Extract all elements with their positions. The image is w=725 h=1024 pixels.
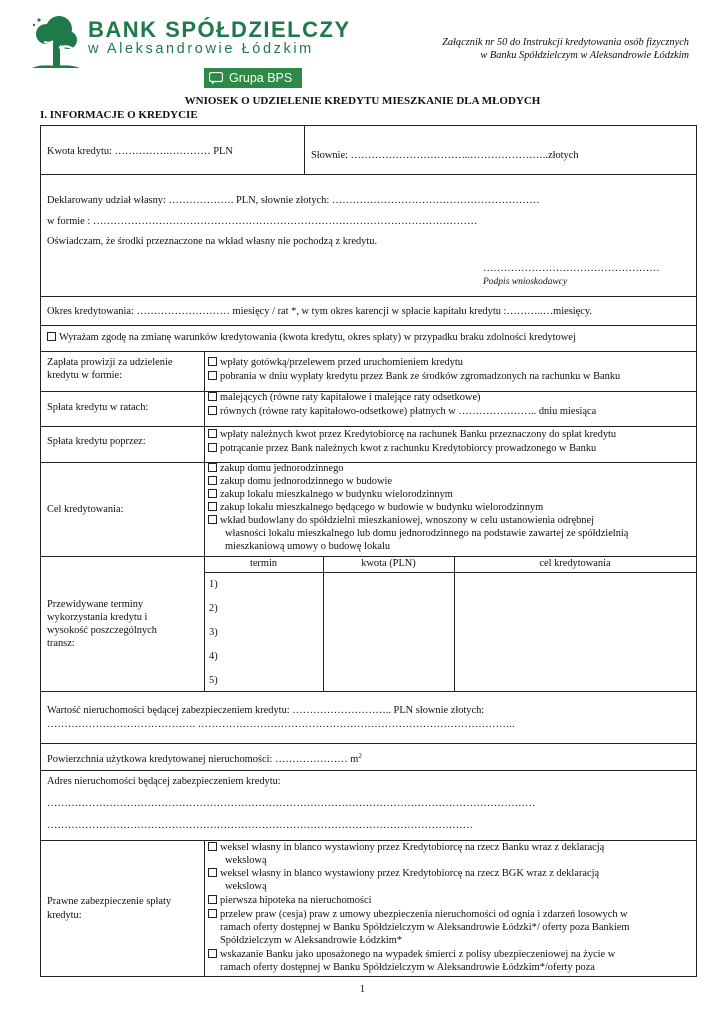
purpose-option-2 — [208, 476, 392, 489]
property-address-line-1[interactable]: …………………………………………………………………………………………………………………………… — [47, 798, 536, 809]
collateral-option-5-line-2: ramach oferty dostępnej w Banku Spółdzielczym w Aleksandrowie Łódzkim*/oferty poza — [220, 962, 595, 973]
purpose-option-5-label: wkład budowlany do spółdzielni mieszkaniowej, wnoszony w celu ustanowienia odrębnej — [220, 515, 594, 526]
property-value-field[interactable]: Wartość nieruchomości będącej zabezpieczeniem kredytu: ……………………….. PLN słownie złotych: — [47, 705, 485, 716]
signature-label: Podpis wnioskodawcy — [483, 277, 568, 287]
tranche-row[interactable]: 2) — [209, 603, 218, 614]
section-heading: I. INFORMACJE O KREDYCIE — [40, 109, 198, 121]
collateral-life-insurance-checkbox[interactable] — [208, 949, 217, 958]
tranche-row[interactable]: 4) — [209, 651, 218, 662]
property-value-words-field[interactable]: ……………………………………. ……………………………………………………………………………….. — [47, 719, 515, 730]
purpose-cooperative-checkbox[interactable] — [208, 515, 217, 524]
speech-bubble-icon — [209, 72, 223, 85]
repayment-option-2-label: potrącanie przez Bank należnych kwot z rachunku Kredytobiorcy prowadzonego w Banku — [220, 443, 597, 454]
group-badge-label: Grupa BPS — [229, 71, 293, 85]
tranches-col-date: termin — [249, 558, 278, 569]
commission-cash-checkbox[interactable] — [208, 357, 217, 366]
commission-label-1: Zapłata prowizji za udzielenie — [47, 357, 173, 368]
collateral-option-1 — [208, 842, 604, 855]
commission-option-2 — [208, 371, 620, 384]
annex-note — [442, 36, 689, 62]
purpose-label: Cel kredytowania: — [47, 504, 124, 515]
repayment-option-2 — [208, 443, 596, 456]
collateral-bank-bill-checkbox[interactable] — [208, 842, 217, 851]
tranche-row[interactable]: 5) — [209, 675, 218, 686]
collateral-label-1: Prawne zabezpieczenie spłaty — [47, 896, 172, 907]
collateral-option-2 — [208, 868, 599, 881]
property-address-label: Adres nieruchomości będącej zabezpieczeniem kredytu: — [47, 776, 281, 787]
collateral-option-3-label: pierwsza hipoteka na nieruchomości — [220, 895, 372, 906]
purpose-option-5-line-3: mieszkaniową umowy o budowę lokalu — [225, 541, 391, 552]
purpose-house-checkbox[interactable] — [208, 463, 217, 472]
collateral-label-2: kredytu: — [47, 910, 82, 921]
purpose-option-3-label: zakup lokalu mieszkalnego w budynku wielorodzinnym — [220, 489, 453, 500]
tranches-col-amount: kwota (PLN) — [361, 558, 416, 569]
tranche-row[interactable]: 1) — [209, 579, 218, 590]
commission-option-1-label: wpłaty gotówką/przelewem przed uruchomieniem kredytu — [220, 357, 463, 368]
purpose-option-5-line-2: własności lokalu mieszkalnego lub domu jednorodzinnego na podstawie zawartej ze spółdzielnią — [225, 528, 629, 539]
form-title: WNIOSEK O UDZIELENIE KREDYTU MIESZKANIE DLA MŁODYCH — [184, 95, 541, 107]
collateral-insurance-assignment-checkbox[interactable] — [208, 909, 217, 918]
tranches-col-purpose: cel kredytowania — [539, 558, 611, 569]
equal-installments-checkbox[interactable] — [208, 406, 217, 415]
purpose-option-2-label: zakup domu jednorodzinnego w budowie — [220, 476, 392, 487]
installments-option-1 — [208, 392, 481, 405]
purpose-apartment-checkbox[interactable] — [208, 489, 217, 498]
commission-label-2: kredytu w formie: — [47, 370, 123, 381]
property-address-line-2[interactable]: …………………………………………………………………………………………………………… — [47, 820, 474, 831]
repayment-option-1-label: wpłaty należnych kwot przez Kredytobiorcę na rachunek Banku przeznaczony do spłat kredytu — [220, 429, 617, 440]
collateral-option-5-label: wskazanie Banku jako uposażonego na wypadek śmierci z polisy ubezpieczeniowej na życie w — [220, 949, 616, 960]
collateral-option-4-label: przelew praw (cesja) praw z umowy ubezpieczenia nieruchomości od ognia i zdarzeń losowych w — [220, 909, 628, 920]
purpose-option-4 — [208, 502, 543, 515]
repayment-transfer-checkbox[interactable] — [208, 429, 217, 438]
commission-option-1 — [208, 357, 463, 370]
floor-area-text: Powierzchnia użytkowa kredytowanej nieruchomości: ………………… m — [47, 754, 359, 765]
purpose-option-3 — [208, 489, 453, 502]
loan-amount-field[interactable]: Kwota kredytu: …………….………… PLN — [47, 146, 233, 157]
annex-line-2: w Banku Spółdzielczym w Aleksandrowie Łódzkim — [480, 50, 689, 61]
own-contribution-form-field[interactable]: w formie : ………………………………………………………………………………………………… — [47, 216, 478, 227]
collateral-option-4-line-3: Spółdzielczym w Aleksandrowie Łódzkim* — [220, 935, 403, 946]
installments-option-2 — [208, 406, 596, 419]
page-number: 1 — [359, 984, 366, 995]
installments-option-2-label: równych (równe raty kapitałowo-odsetkowe) płatnych w ………………….. dniu miesiąca — [220, 406, 597, 417]
collateral-option-1-line-2: wekslową — [225, 855, 267, 866]
commission-option-2-label: pobrania w dniu wypłaty kredytu przez Bank ze środków zgromadzonych na rachunku w Banku — [220, 371, 621, 382]
purpose-option-1 — [208, 463, 344, 476]
decreasing-installments-checkbox[interactable] — [208, 392, 217, 401]
tranches-label-4: transz: — [47, 638, 75, 649]
collateral-option-2-line-2: wekslową — [225, 881, 267, 892]
bank-city: w Aleksandrowie Łódzkim — [88, 41, 314, 57]
installments-label: Spłata kredytu w ratach: — [47, 402, 149, 413]
collateral-bgk-bill-checkbox[interactable] — [208, 868, 217, 877]
repayment-option-1 — [208, 429, 616, 442]
signature-field[interactable]: …………………………………………… — [483, 263, 660, 274]
own-contribution-field[interactable]: Deklarowany udział własny: ………………. PLN, słownie złotych: …………………………………………………… — [47, 195, 540, 206]
purpose-apartment-construction-checkbox[interactable] — [208, 502, 217, 511]
bank-tree-logo-icon — [26, 14, 82, 70]
purpose-option-5 — [208, 515, 594, 528]
collateral-option-2-label: weksel własny in blanco wystawiony przez Kredytobiorcę na rzecz BGK wraz z deklaracją — [220, 868, 600, 879]
tranches-label-3: wysokość poszczególnych — [47, 625, 157, 636]
collateral-mortgage-checkbox[interactable] — [208, 895, 217, 904]
collateral-option-1-label: weksel własny in blanco wystawiony przez Kredytobiorcę na rzecz Banku wraz z deklaracją — [220, 842, 605, 853]
tranche-row[interactable]: 3) — [209, 627, 218, 638]
collateral-option-4 — [208, 909, 628, 922]
tranches-label-2: wykorzystania kredytu i — [47, 612, 148, 623]
group-badge — [204, 68, 302, 88]
repayment-method-label: Spłata kredytu poprzez: — [47, 436, 146, 447]
commission-deduction-checkbox[interactable] — [208, 371, 217, 380]
collateral-option-4-line-2: ramach oferty dostępnej w Banku Spółdzielczym w Aleksandrowie Łódzki*/ oferty poza Bankiem — [220, 922, 630, 933]
repayment-debit-checkbox[interactable] — [208, 443, 217, 452]
annex-line-1: Załącznik nr 50 do Instrukcji kredytowania osób fizycznych — [442, 37, 689, 48]
purpose-house-construction-checkbox[interactable] — [208, 476, 217, 485]
installments-option-1-label: malejących (równe raty kapitałowe i malejące raty odsetkowe) — [220, 392, 481, 403]
collateral-option-3 — [208, 895, 371, 908]
consent-checkbox[interactable] — [47, 332, 56, 341]
consent-row — [47, 332, 576, 345]
floor-area-unit-sup: 2 — [358, 752, 362, 760]
loan-period-field[interactable]: Okres kredytowania: ……………………… miesięcy / rat *, w tym okres karencji w spłacie kapitału kredytu :………..…miesięcy. — [47, 306, 592, 317]
collateral-option-5 — [208, 949, 615, 962]
own-contribution-statement: Oświadczam, że środki przeznaczone na wkład własny nie pochodzą z kredytu. — [47, 236, 378, 247]
purpose-option-1-label: zakup domu jednorodzinnego — [220, 463, 344, 474]
loan-amount-words-field[interactable]: Słownie: ……………………………..…………………..złotych — [311, 150, 579, 161]
floor-area-field[interactable] — [47, 750, 362, 767]
purpose-option-4-label: zakup lokalu mieszkalnego będącego w budowie w budynku wielorodzinnym — [220, 502, 544, 513]
tranches-label-1: Przewidywane terminy — [47, 599, 144, 610]
consent-label: Wyrażam zgodę na zmianę warunków kredytowania (kwota kredytu, okres spłaty) w przypadku braku zdolności kredytowej — [59, 332, 576, 343]
bank-name: BANK SPÓŁDZIELCZY — [88, 17, 351, 42]
credit-info-form — [40, 125, 697, 977]
